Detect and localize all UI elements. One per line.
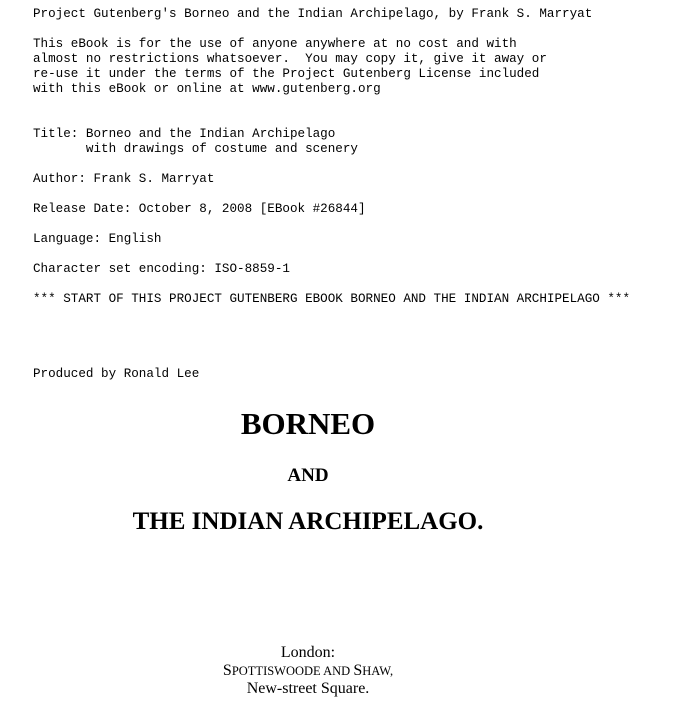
license-line-4: with this eBook or online at www.gutenberg.org xyxy=(33,82,381,96)
publisher-initial-s: S xyxy=(222,662,232,679)
produced-by: Produced by Ronald Lee xyxy=(33,367,200,381)
license-line-1: This eBook is for the use of anyone anywhere at no cost and with xyxy=(33,37,517,51)
meta-charset: Character set encoding: ISO-8859-1 xyxy=(33,262,290,276)
start-marker: *** START OF THIS PROJECT GUTENBERG EBOOK BORNEO AND THE INDIAN ARCHIPELAGO *** xyxy=(33,292,631,306)
license-line-2: almost no restrictions whatsoever. You may copy it, give it away or xyxy=(33,52,547,66)
license-line-3: re-use it under the terms of the Project Gutenberg License included xyxy=(33,67,540,81)
book-title-archipelago: THE INDIAN ARCHIPELAGO. xyxy=(132,508,484,535)
publisher-initial-sh: S xyxy=(353,662,363,679)
ebook-header-line: Project Gutenberg's Borneo and the Indian Archipelago, by Frank S. Marryat xyxy=(33,7,593,21)
meta-language: Language: English xyxy=(33,232,162,246)
book-title-and: AND xyxy=(287,465,329,486)
meta-title-line-2: with drawings of costume and scenery xyxy=(33,142,358,156)
meta-author: Author: Frank S. Marryat xyxy=(33,172,215,186)
imprint-address: New-street Square. xyxy=(246,680,370,697)
publisher-pottiswoode: POTTISWOODE AND xyxy=(231,664,354,678)
book-title-borneo: BORNEO xyxy=(240,406,376,441)
imprint-publisher xyxy=(0,662,616,680)
meta-title-line-1: Title: Borneo and the Indian Archipelago xyxy=(33,127,336,141)
imprint-city: London: xyxy=(280,644,336,661)
meta-release-date: Release Date: October 8, 2008 [EBook #26844] xyxy=(33,202,366,216)
publisher-haw: HAW, xyxy=(362,664,394,678)
